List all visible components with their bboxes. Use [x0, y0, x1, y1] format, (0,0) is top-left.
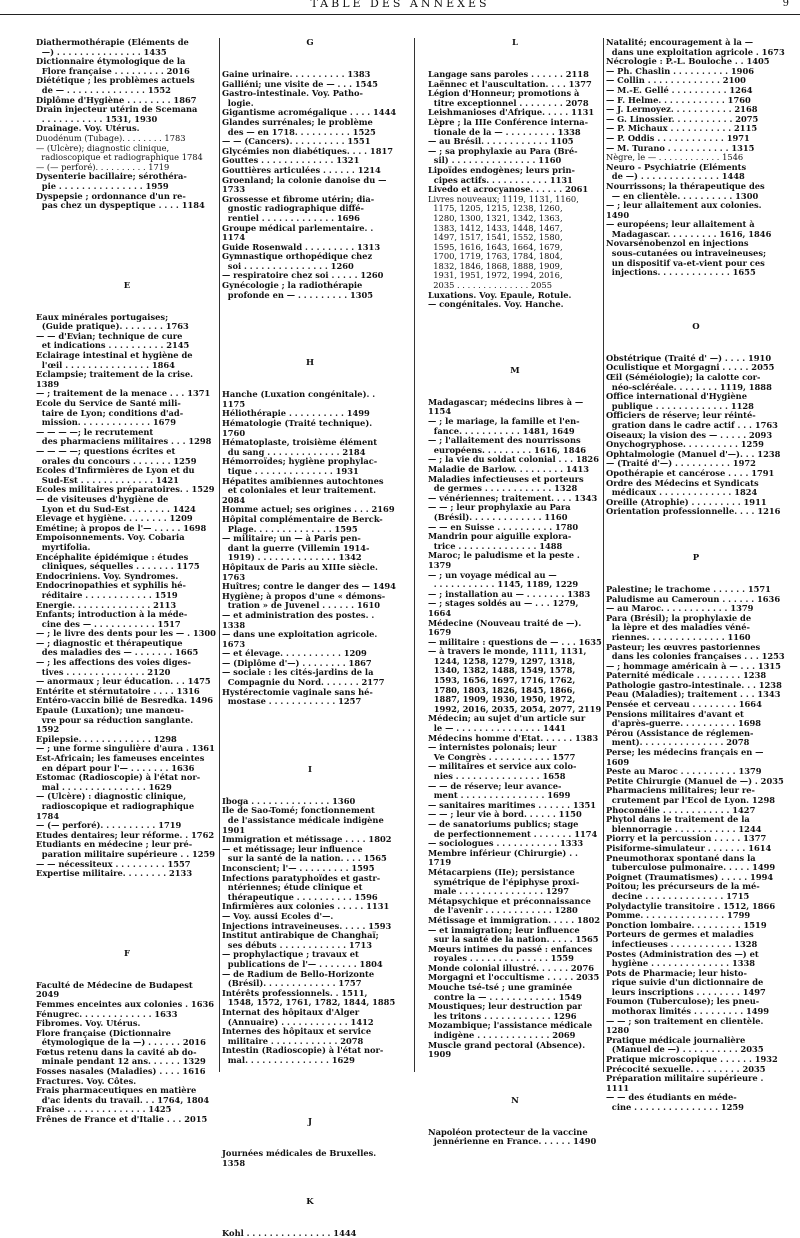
index-entry: Muscle grand pectoral (Absence). 1909 [428, 1039, 588, 1060]
index-entry: Fractures. Voy. Côtes. [36, 1075, 137, 1086]
index-entry: Maroc; le paludisme et la peste . 1379 — ; un voyage médical au — . . . . . . . . . . . 1145, 1189, 1229 — ; installation au — . . . . . . . 1383 — ; stages soldés au — . . . 1279, 1664 [428, 550, 591, 618]
index-entry: Faculté de Médecine de Budapest 2049 [36, 979, 196, 1000]
index-entry: Glandes surrénales; le problème des — en 1718. . . . . . . . . . 1525 — — (Cancers). . . . . . . . . . 1551 [222, 116, 376, 147]
index-entry: Encéphalite épidémique : études cliniques, séquelles . . . . . . . 1175 [36, 551, 200, 572]
index-column-4 [606, 37, 786, 1112]
index-entry: Frênes de France et d'Italie . . . 2015 [36, 1114, 208, 1125]
index-entry: Epaule (Luxation); une manœu- vre pour sa réduction sanglante. 1592 [36, 705, 194, 735]
section-letter: P [692, 552, 700, 563]
index-entry: Lèpre ; la IIIe Conférence interna- tionale de la — . . . . . . . . . 1338 — au Brésil. . . . . . . . . . . . 1105 — ; sa prophylaxie au Para (Bré- sil) . . . . . . . . . . . . . . . 1160 [428, 116, 589, 166]
index-entry: Fosses nasales (Maladies) . . . . 1616 [36, 1066, 206, 1077]
index-entry: Mandrin pour aiguille explora- trice . . . . . . . . . . . . . . 1488 [428, 531, 572, 551]
page-number: 9 [782, 0, 792, 9]
index-entry: Pathologie gastro-intestinale. . . 1238 [606, 679, 782, 690]
index-entry: Diplôme d'Hygiène . . . . . . . . 1867 [36, 94, 197, 105]
index-entry: Peste au Maroc . . . . . . . . . . 1379 [606, 766, 762, 777]
index-entry: Ecoles d'Infirmières de Lyon et du Sud-Est . . . . . . . . . . . . . 1421 [36, 465, 195, 485]
index-column-3 [428, 38, 602, 1147]
index-entry: Guide Rosenwald . . . . . . . . . 1313 [222, 241, 381, 252]
index-entry: Poitou; les précurseurs de la mé- decine . . . . . . . . . . . . . . 1715 [606, 881, 760, 901]
index-entry: Onychogryphose. . . . . . . . . . 1259 [606, 439, 764, 450]
index-entry: Phytol dans le traitement de la blennorragie . . . . . . . . . . . 1244 [606, 814, 762, 834]
section-letter: J [307, 1117, 313, 1128]
index-entry: Etudes dentaires; leur réforme. . 1762 [36, 829, 215, 840]
index-entry: Gigantisme acromégalique . . . . 1444 [222, 107, 397, 118]
index-entry: Energie. . . . . . . . . . . . . . 2113 [36, 599, 177, 610]
section-letter: L [512, 38, 518, 48]
index-entry: Journées médicales de Bruxelles. 1358 [222, 1148, 380, 1169]
index-entry: Piorry et la percussion . . . . . 1377 [606, 833, 767, 844]
index-entry: Héliothérapie . . . . . . . . . . 1499 [222, 408, 370, 419]
index-entry: Groenland; la colonie danoise du — 1733 [222, 174, 390, 195]
index-entry: Oreille (Atrophie) . . . . . . . . . 1911 [606, 496, 767, 507]
index-entry: Injections intraveineuses. . . . . 1593 [222, 920, 392, 931]
index-entry: Emétine; à propos de l'— . . . . . 1698 [36, 522, 207, 533]
index-entry: Porteurs de germes et maladies infectieuses . . . . . . . . . . . 1328 [606, 929, 758, 949]
index-entry: Hôpital complémentaire de Berck- Plage. . . . . . . . . . . . . . 1595 — militaire; un — à Paris pen- dant la guerre (Villemin 1914- 1919) . . . . . . . . . . . . . . 1342 [222, 513, 383, 563]
index-entry: Flore française (Dictionnaire étymologique de la —) . . . . . . 2016 [36, 1027, 206, 1048]
section-letter: I [308, 764, 312, 775]
index-entry: Diététique ; les problèmes actuels de — . . . . . . . . . . . . . . 1552 [36, 75, 195, 95]
index-entry: Natalité; encouragement à la — dans une exploitation agricole . 1673 [606, 37, 785, 57]
index-entry: Entéro-vaccin bilié de Besredka. 1496 [36, 695, 213, 706]
index-entry: Hystérectomie vaginale sans hé- mostase . . . . . . . . . . . . 1257 [222, 686, 373, 707]
section-letter: M [510, 365, 520, 376]
index-entry: Livres nouveaux; 1119, 1131, 1160, 1175, 1205, 1215, 1238, 1260, 1280, 1300, 1321, 1342, 1363, 1383, 1412, 1433, 1448, 1467, 1497, 1517, 1541, 1552, 1580, 1595, 1616, 1643, 1664, 1679, 1700, 1719, 1763, 1784, 1804, 1832, 1846, 1868, 1888, 1909, 1931, 1951, 1972, 1994, 2016, 2035 . . . . . . . . . . . . . . 2055 [428, 193, 579, 291]
index-entry: Gastro-intestinale. Voy. Patho- logie. [222, 88, 363, 108]
index-entry: Pomme. . . . . . . . . . . . . . . 1799 [606, 910, 751, 921]
index-entry: Eclampsie; traitement de la crise. 1389 — ; traitement de la menace . . . 1371 [36, 369, 211, 399]
index-entry: Expertise militaire. . . . . . . . 2133 [36, 868, 193, 879]
index-entry: Hépatites amibiennes autochtones et coloniales et leur traitement. 2084 [222, 475, 384, 505]
index-entry: Para (Brésil); la prophylaxie de la lèpre et des maladies véné- riennes. . . . . . . . . . . . . . 1160 [606, 612, 752, 642]
index-entry: Poignet (Traumatismes) . . . . . 1994 [606, 871, 774, 882]
index-entry: Enfants; introduction à la méde- cine des — . . . . . . . . . . . 1517 — ; le livre des dents pour les — . 1300 — ; diagnostic et thérapeutique des maladies des — . . . . . . . 1665 — ; les affections des voies diges- tives . . . . . . . . . . . . . . 2120 — anormaux ; leur éducation. . . 1475 [36, 609, 216, 687]
index-entry: Luxations. Voy. Epaule, Rotule. — congénitales. Voy. Hanche. [428, 289, 572, 310]
index-entry: Obstétrique (Traité d' —) . . . . 1910 [606, 352, 772, 363]
index-entry: Nègre, le — . . . . . . . . . . . . 1546 [606, 152, 744, 163]
index-entry: Iboga . . . . . . . . . . . . . . 1360 [222, 795, 356, 806]
index-entry: Métapsychique et préconnaissance de l'avenir . . . . . . . . . . . . 1280 [428, 895, 591, 916]
index-entry: Madagascar; médecins libres à — 1154 — ; le mariage, la famille et l'en- fance. . . . . . . . . . . 1481, 1649 — ; l'allaitement des nourrissons européens. . . . . . . . . 1616, 1846 — ; la vie du soldat colonial . . . 1826 [428, 396, 599, 465]
index-entry: Fraise . . . . . . . . . . . . . . 1425 [36, 1104, 172, 1115]
index-entry: Orientation professionnelle. . . . 1216 [606, 506, 781, 517]
index-entry: Membre inférieur (Chirurgie) . . 1719 [428, 847, 581, 868]
index-entry: Ecoles militaires préparatoires. . 1529 — de visiteuses d'hygiène de Lyon et du Sud-Est . . . . . . . 1424 [36, 484, 215, 514]
index-entry: Dictionnaire étymologique de la Flore française . . . . . . . . . 2016 [36, 56, 190, 76]
index-entry: Médecine (Nouveau traité de —). 1679 — militaire : questions de — . . . 1635 — à travers le monde, 1111, 1131, 1244, 1258, 1279, 1297, 1318, 1340, 1382, 1488, 1549, 1578, 1593, 1656, 1697, 1716, 1762, 1780, 1803, 1826, 1845, 1866, 1887, 1909, 1930, 1950, 1972, 1992, 2016, 2035, 2054, 2077, 2119 [428, 617, 602, 714]
index-entry: Médecins homme d'Etat. . . . . . 1383 — internistes polonais; leur Ve Congrès . . . . . . . . . . . 1577 — militaires et service aux colo- nies . . . . . . . . . . . . . . . 1658 — — de réserve; leur avance- ment . . . . . . . . . . . . . . . 1699 — sanitaires maritimes . . . . . . 1351 — — ; leur vie à bord. . . . . . 1150 — de sanatoriums publics; stage de perfectionnement . . . . . . . 1174 — sociologues . . . . . . . . . . . 1333 [428, 732, 599, 849]
index-entry: Eaux minérales portugaises; (Guide pratique). . . . . . . . 1763 — — d'Evian; technique de cure et indications . . . . . . . . . . 2145 [36, 311, 190, 351]
column-divider [219, 38, 220, 1072]
index-entry: Hanche (Luxation congénitale). . 1175 [222, 389, 379, 409]
index-entry: Oculistique et Morgagni . . . . . 2055 [606, 362, 775, 373]
index-entry: Epilepsie. . . . . . . . . . . . . 1298 — ; une forme singulière d'aura . 1361 [36, 733, 215, 754]
index-entry: Pratique microscopique . . . . . . 1932 [606, 1054, 778, 1065]
index-entry: Pensions militaires d'avant et d'après-guerre. . . . . . . . . . 1698 [606, 708, 762, 729]
index-entry: Inconscient; l'— . . . . . . . . . 1595 [222, 863, 375, 873]
index-entry: Galliéni; une visite de — . . . 1545 [222, 78, 378, 89]
index-entry: Hématologie (Traité technique). 1760 [222, 418, 376, 438]
index-entry: Nourrissons; la thérapeutique des — en clientèle. . . . . . . . . . 1300 — ; leur allaitement aux colonies. 1490 — européens; leur allaitement à Madagascar. . . . . . . . . 1616, 1846 [606, 180, 772, 239]
index-entry: Métacarpiens (IIe); persistance symétrique de l'épiphyse proxi- male . . . . . . . . . . . . . . . 1297 [428, 866, 580, 897]
index-entry: Diathermothérapie (Eléments de —) . . . . . . . . . . . . . . . 1435 [36, 37, 189, 57]
index-entry: Morgagni et l'occultisme . . . . . 2035 [428, 972, 600, 983]
index-entry: Œil (Séméiologie); la calotte cor- néo-scléréale. . . . . . . . 1119, 1888 [606, 372, 772, 392]
page-header [0, 0, 800, 15]
section-letter: K [306, 1196, 314, 1207]
index-entry: Duodénum (Tubage). . . . . . . . 1783 — (Ulcère); diagnostic clinique, radioscopique et radiographique 1784 — (— perforé). . . . . . . . . . 1719 [36, 132, 203, 172]
index-entry: Palestine; le trachome . . . . . . 1571 [606, 583, 771, 594]
index-entry: Mouche tsé-tsé ; une graminée contre la — . . . . . . . . . . . . 1549 [428, 982, 582, 1002]
index-entry: Glycémies non diabétiques. . . . 1817 [222, 145, 394, 156]
column-divider [603, 38, 604, 1072]
index-entry: Office international d'Hygiène publique . . . . . . . . . . . . . 1128 [606, 391, 754, 411]
index-entry: Pharmaciens militaires; leur re- crutement par l'Ecol de Lyon. 1298 [606, 785, 776, 805]
index-entry: Elevage et hygiène. . . . . . . . 1209 [36, 513, 193, 524]
index-entry: Huîtres; contre le danger des — 1494 [222, 581, 396, 592]
index-entry: Préparation militaire supérieure . 1111 — — des étudiants en méde- cine . . . . . . . . . . . . . . . 1259 [606, 1073, 764, 1112]
index-entry: Pensée et cerveau . . . . . . . . 1664 [606, 699, 762, 710]
index-entry: Endocriniens. Voy. Syndromes. [36, 570, 179, 581]
index-entry: Fénugrec. . . . . . . . . . . . . 1633 [36, 1008, 178, 1019]
index-entry: Foumon (Tuberculose); les pneu- mothorax limités . . . . . . . . . 1499 — — ; son traitement en clientèle. 1280 [606, 996, 770, 1036]
index-entry: Lipoïdes endogènes; leurs prin- cipes actifs. . . . . . . . . . . 1131 [428, 164, 575, 185]
index-entry: Empoisonnements. Voy. Cobaria myrtifolia. [36, 532, 185, 552]
index-entry: Pots de Pharmacie; leur histo- rique suivie d'un dictionnaire de leurs inscriptions . . . . . . . . 1497 [606, 967, 766, 997]
index-entry: Infirmières aux colonies . . . . . 1131 — Voy. aussi Ecoles d'—. [222, 901, 390, 921]
index-entry: Gouttes . . . . . . . . . . . . . 1321 [222, 155, 360, 166]
index-entry: Paternité médicale . . . . . . . . 1238 [606, 670, 767, 681]
index-entry: Opothérapie et cancérose . . . . 1791 [606, 467, 775, 478]
column-divider [414, 38, 415, 1072]
index-entry: Neuro - Psychiatrie (Eléments de —) . . . . . . . . . . . . . . 1448 [606, 161, 747, 182]
index-entry: Précocité sexuelle. . . . . . . . . 2035 [606, 1063, 766, 1074]
index-entry: Fœtus retenu dans la cavité ab do- minale pendant 12 ans. . . . . . 1329 [36, 1046, 206, 1067]
index-entry: Estomac (Radioscopie) à l'état nor- mal . . . . . . . . . . . . . . . 1629 — (Ulcère) : diagnostic clinique, radioscopique et radiographique 1784 — (— perforé). . . . . . . . . . 1719 [36, 772, 201, 831]
index-entry: Drainage. Voy. Utérus. [36, 123, 140, 134]
index-entry: Novarsénobenzol en injections sous-cutanées ou intraveineuses; un dispositif va-et-vient pour ces injections. . . . . . . . . . . . . 1655 [606, 238, 767, 278]
index-entry: Peau (Maladies); traitement . . . 1343 [606, 689, 781, 700]
index-entry: Homme actuel; ses origines . . . 2169 [222, 504, 395, 515]
index-entry: Ile de Sao-Tomé; fonctionnement de l'assistance médicale indigène 1901 [222, 805, 384, 835]
index-entry: Ordre des Médecins et Syndicats médicaux . . . . . . . . . . . . . 1824 [606, 477, 759, 498]
index-entry: Gynécologie ; la radiothérapie profonde en — . . . . . . . . . 1305 [222, 280, 374, 300]
section-letter: N [511, 1095, 519, 1106]
section-letter: F [123, 948, 131, 959]
index-entry: Dysenterie bacillaire; sérothéra- pie . . . . . . . . . . . . . . . 1959 [36, 171, 187, 191]
index-entry: Légion d'Honneur; promotions à titre exceptionnel . . . . . . . . 2078 [428, 88, 589, 108]
index-column-2 [222, 38, 398, 1238]
section-letter: E [123, 280, 131, 291]
index-entry: Postes (Administration des —) et hygiène . . . . . . . . . . . . . . 1338 [606, 948, 759, 969]
index-entry: Ophtalmologie (Manuel d'—). . . 1238 — (Traité d'—) . . . . . . . . . . 1972 [606, 448, 781, 469]
section-letter: H [305, 358, 315, 369]
index-entry: Pasteur; les œuvres pastoriennes dans les colonies françaises . . . 1253 — ; hommage américain à — . . . 1315 [606, 641, 785, 671]
index-entry: Hygiène; à propos d'une « démons- tration » de Juvenel . . . . . . 1610 — et administration des postes. . 1338 — dans une exploitation agricole. 1673 — et élevage. . . . . . . . . . . 1209 — (Diplôme d'—) . . . . . . . . 1867 — sociale : les cités-jardins de la Compagnie du Nord. . . . . . . 2177 [222, 590, 386, 688]
index-entry: Dyspepsie ; ordonnance d'un re- pas chez un dyspeptique . . . . 1184 [36, 190, 205, 211]
index-column-1 [36, 37, 218, 1125]
index-entry: Infections paratyphoïdes et gastr- ntériennes; étude clinique et thérapeutique . . . . . . . . . . 1596 [222, 872, 381, 902]
index-entry: Gouttières articulées . . . . . . 1214 [222, 164, 381, 175]
index-entry: Gymnastique orthopédique chez soi . . . . . . . . . . . . . . . 1260 — respiratoire chez soi . . . . . 1260 [222, 251, 384, 281]
index-entry: Laënnec et l'auscultation. . . . 1377 [428, 78, 592, 89]
index-entry: Hématoplaste, troisième élément du sang . . . . . . . . . . . . . 2184 [222, 437, 378, 457]
index-entry: Hôpitaux de Paris au XIIIe siècle. 1763 [222, 561, 381, 582]
index-entry: Endocrinopathies et syphilis hé- réditaire . . . . . . . . . . . . 1519 [36, 580, 186, 600]
index-entry: Maladie de Barlow. . . . . . . . . 1413 [428, 464, 590, 474]
index-entry: Leishmanioses d'Afrique. . . . . 1131 [428, 107, 595, 118]
index-entry: Phocomélie . . . . . . . . . . . . 1427 [606, 804, 756, 815]
index-entry: Petite Chirurgie (Manuel de —) . 2035 [606, 775, 784, 786]
index-entry: Langage sans paroles . . . . . . 2118 [428, 69, 589, 79]
index-entry: Pérou (Assistance de réglemen- ment). . . . . . . . . . . . . . . 2078 [606, 727, 754, 748]
index-entry: Officiers de réserve; leur réinté- gration dans le cadre actif . . . 1763 [606, 410, 778, 430]
index-entry: Institut antirabique de Changhaï; ses débuts . . . . . . . . . . . . 1713 — prophylactique ; travaux et publications de l'— . . . . . . . 1804 — de Radium de Bello-Horizonte (Brésil). . . . . . . . . . . . . 1757 [222, 930, 383, 989]
index-entry: Pratique médicale journalière (Manuel de —) . . . . . . . . . . 2035 [606, 1034, 764, 1055]
index-entry: Internes des hôpitaux et service militaire . . . . . . . . . . . . 2078 [222, 1026, 372, 1046]
index-entry: Monde colonial illustré. . . . . . 2076 [428, 962, 594, 973]
index-entry: Gaine urinaire. . . . . . . . . . 1383 [222, 69, 371, 79]
index-entry: Perse; les médecins français en — 1609 [606, 747, 767, 767]
index-entry: Grossesse et fibrome utérin; dia- gnostic radiographique diffé- rentiel . . . . . . . . . . . . . 1696 [222, 193, 375, 223]
index-entry: Ecole du Service de Santé mili- taire de Lyon; conditions d'ad- mission. . . . . . . . . . . . . 1679 — — — —; le recrutement des pharmaciens militaires . . . 1298 — — — —; questions écrites et orales du concours . . . . . . . 1259 [36, 398, 212, 466]
index-entry: Internat des hôpitaux d'Alger (Annuaire) . . . . . . . . . . . . 1412 [222, 1006, 374, 1027]
section-letter: G [306, 38, 314, 48]
index-entry: Mozambique; l'assistance médicale indigène . . . . . . . . . . . . . 2069 [428, 1020, 593, 1041]
index-entry: Hémorroïdes; hygiène prophylac- tique . . . . . . . . . . . . . . 1931 [222, 456, 378, 476]
index-entry: Ponction lombaire. . . . . . . . . 1519 [606, 919, 767, 930]
index-entry: Groupe médical parlementaire. . 1174 [222, 222, 377, 243]
index-entry: Moustiques; leur destruction par les tritons . . . . . . . . . . . . 1296 [428, 1001, 582, 1021]
index-entry: Fibromes. Voy. Utérus. [36, 1018, 141, 1029]
index-entry: Pisiforme-simulateur . . . . . . . 1614 [606, 842, 772, 853]
index-entry: Etudiants en médecine ; leur pré- paration militaire supérieure . . 1259 — — nécessiteux . . . . . . . . . 1557 [36, 839, 216, 869]
index-entry: Métissage et immigration. . . . . 1802 — et immigration; leur influence sur la santé de la nation. . . . . 1565 [428, 914, 601, 945]
index-entry: Napoléon protecteur de la vaccine jennérienne en France. . . . . . 1490 [428, 1126, 597, 1147]
index-entry: Intérêts professionnels. . 1511, 1548, 1572, 1761, 1782, 1844, 1885 [222, 987, 396, 1008]
index-entry: Est-Africain; les fameuses enceintes en départ pour l'— . . . . . . . 1636 [36, 753, 205, 773]
index-entry: Polydactylie transitoire . 1512, 1866 [606, 900, 776, 911]
index-entry: Nécrologie : P.-L. Bouloche . . 1405 — Ph. Chaslin . . . . . . . . . . 1906 — Collin . . . . . . . . . . . . . 2100 — M.-E. Gellé . . . . . . . . . . 1264 — F. Helme. . . . . . . . . . . . 1760 — J. Lermoyez. . . . . . . . . . . 2168 — G. Linossier. . . . . . . . . . . 2075 — P. Michaux . . . . . . . . . . . 2115 — P. Oddis . . . . . . . . . . . . 1971 — M. Turano . . . . . . . . . . . 1315 [606, 56, 770, 153]
index-entry: Pneumothorax spontané dans la tuberculose pulmonaire. . . . . 1499 [606, 852, 776, 873]
index-entry: Intestin (Radioscopie) à l'état nor- mal. . . . . . . . . . . . . . . 1629 [222, 1045, 384, 1065]
index-entry: Drain injecteur utérin de Scemana . . . . . . . . . . . 1531, 1930 [36, 104, 198, 124]
index-entry: Livedo et acrocyanose. . . . . . 2061 [428, 184, 589, 195]
section-letter: O [692, 321, 700, 332]
index-entry: Frais pharmaceutiques en matière d'ac idents du travail. . . 1764, 1804 [36, 1085, 210, 1105]
index-entry: Entérite et stérnutatoire . . . . 1316 [36, 685, 200, 696]
index-entry: Immigration et métissage . . . . 1802 — et métissage; leur influence sur la santé de la nation. . . . 1565 [222, 834, 392, 864]
index-entry: Paludisme au Cameroun . . . . . . 1636 — au Maroc. . . . . . . . . . . . 1379 [606, 593, 781, 614]
index-entry: Femmes enceintes aux colonies . 1636 [36, 998, 215, 1009]
index-entry: Médecin; au sujet d'un article sur le — . . . . . . . . . . . . . . . 1441 [428, 713, 586, 734]
index-entry: Eclairage intestinal et hygiène de l'œil . . . . . . . . . . . . . . . 1864 [36, 350, 193, 370]
index-entry: Kohl . . . . . . . . . . . . . . . 1444 [222, 1227, 357, 1238]
index-entry: Mœurs intimes du passé : enfances royales . . . . . . . . . . . . . . 1559 [428, 943, 593, 964]
index-entry: Maladies infectieuses et porteurs de germes . . . . . . . . . . . . 1328 — vénériennes; traitement. . . . 1343 — — ; leur prophylaxie au Para (Brésil). . . . . . . . . . . . . 1160 — — en Suisse . . . . . . . . . . 1780 [428, 473, 598, 532]
index-entry: Oiseaux; la vision des — . . . . . 2093 [606, 429, 773, 440]
running-title: TABLE DES ANNEXES [310, 0, 490, 10]
